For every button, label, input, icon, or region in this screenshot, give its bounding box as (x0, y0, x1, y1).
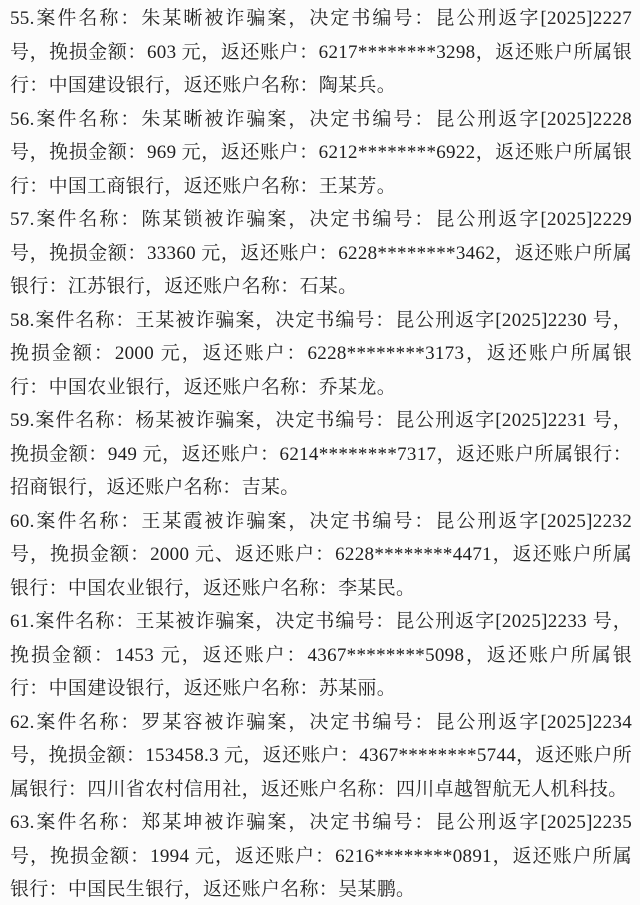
case-item-63: 63.案件名称：郑某坤被诈骗案，决定书编号：昆公刑返字[2025]2235 号，挽损金额：1994 元，返还账户：6216********0891，返还账户所属银行：中国民生银行，返还账户名称：吴某鹏。 (10, 812, 632, 900)
case-item-60: 60.案件名称：王某霞被诈骗案，决定书编号：昆公刑返字[2025]2232 号，挽损金额：2000 元、返还账户：6228********4471，返还账户所属银行：中国农业银行，返还账户名称：李某民。 (10, 510, 632, 599)
case-item-62: 62.案件名称：罗某容被诈骗案，决定书编号：昆公刑返字[2025]2234 号，挽损金额：153458.3 元，返还账户：4367********5744，返还账户所属银行：四川省农村信用社，返还账户名称：四川卓越智航无人机科技。 (10, 711, 632, 800)
case-item-59: 59.案件名称：杨某被诈骗案，决定书编号：昆公刑返字[2025]2231 号，挽损金额：949 元，返还账户：6214********7317，返还账户所属银行：招商银行，返还账户名称：吉某。 (10, 410, 632, 498)
case-item-55: 55.案件名称：朱某晰被诈骗案，决定书编号：昆公刑返字[2025]2227 号，挽损金额：603 元，返还账户：6217********3298，返还账户所属银行：中国建设银行，返还账户名称：陶某兵。 (10, 8, 632, 96)
case-item-57: 57.案件名称：陈某锁被诈骗案，决定书编号：昆公刑返字[2025]2229 号，挽损金额：33360 元，返还账户：6228********3462，返还账户所属银行：江苏银行，返还账户名称：石某。 (10, 209, 632, 297)
case-item-56: 56.案件名称：朱某晰被诈骗案，决定书编号：昆公刑返字[2025]2228 号，挽损金额：969 元，返还账户：6212********6922，返还账户所属银行：中国工商银行，返还账户名称：王某芳。 (10, 108, 632, 197)
case-item-61: 61.案件名称：王某被诈骗案，决定书编号：昆公刑返字[2025]2233 号，挽损金额：1453 元，返还账户：4367********5098，返还账户所属银行：中国建设银行，返还账户名称：苏某丽。 (10, 611, 632, 699)
case-item-58: 58.案件名称：王某被诈骗案，决定书编号：昆公刑返字[2025]2230 号，挽损金额：2000 元，返还账户：6228********3173，返还账户所属银行：中国农业银行，返还账户名称：乔某龙。 (10, 309, 632, 398)
